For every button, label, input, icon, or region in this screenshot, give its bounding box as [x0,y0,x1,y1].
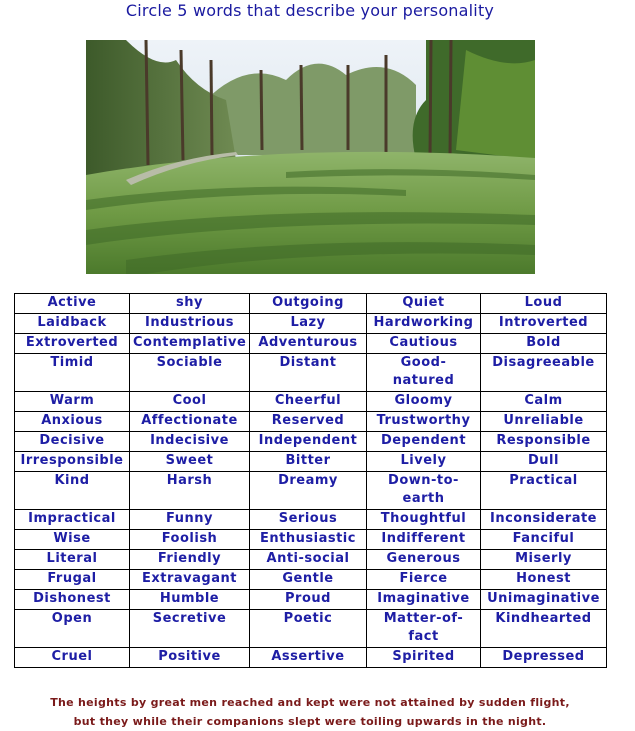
table-row [15,452,607,472]
table-row [15,294,607,314]
word-cell[interactable]: Adventurous [250,334,367,354]
word-cell[interactable]: Dreamy [250,472,367,510]
word-cell[interactable]: Matter-of-fact [367,610,481,648]
word-cell[interactable]: Proud [250,590,367,610]
word-cell[interactable]: Responsible [481,432,607,452]
word-cell[interactable]: Industrious [130,314,250,334]
word-cell[interactable]: Lazy [250,314,367,334]
quote-line-1: The heights by great men reached and kept were not attained by sudden flight, [50,696,570,709]
table-row [15,334,607,354]
word-cell[interactable]: Gentle [250,570,367,590]
table-row [15,354,607,392]
word-cell[interactable]: Friendly [130,550,250,570]
word-cell[interactable]: Spirited [367,648,481,668]
word-cell[interactable]: Good-natured [367,354,481,392]
word-cell[interactable]: Literal [15,550,130,570]
word-cell[interactable]: Lively [367,452,481,472]
table-row [15,432,607,452]
word-cell[interactable]: Fanciful [481,530,607,550]
word-cell[interactable]: Loud [481,294,607,314]
word-cell[interactable]: Kind [15,472,130,510]
table-row [15,550,607,570]
word-cell[interactable]: Foolish [130,530,250,550]
word-cell[interactable]: Quiet [367,294,481,314]
word-cell[interactable]: Introverted [481,314,607,334]
word-cell[interactable]: Warm [15,392,130,412]
word-cell[interactable]: Bitter [250,452,367,472]
word-cell[interactable]: Anti-social [250,550,367,570]
golf-course-photo [86,40,535,274]
table-row [15,314,607,334]
word-cell[interactable]: Disagreeable [481,354,607,392]
word-cell[interactable]: Outgoing [250,294,367,314]
word-cell[interactable]: Decisive [15,432,130,452]
word-cell[interactable]: shy [130,294,250,314]
word-cell[interactable]: Wise [15,530,130,550]
word-cell[interactable]: Cool [130,392,250,412]
word-cell[interactable]: Thoughtful [367,510,481,530]
word-cell[interactable]: Dull [481,452,607,472]
word-cell[interactable]: Indifferent [367,530,481,550]
word-cell[interactable]: Unimaginative [481,590,607,610]
word-cell[interactable]: Humble [130,590,250,610]
word-cell[interactable]: Laidback [15,314,130,334]
word-cell[interactable]: Cheerful [250,392,367,412]
word-cell[interactable]: Down-to-earth [367,472,481,510]
word-cell[interactable]: Extravagant [130,570,250,590]
word-cell[interactable]: Independent [250,432,367,452]
table-row [15,648,607,668]
table-row [15,530,607,550]
word-cell[interactable]: Enthusiastic [250,530,367,550]
word-cell[interactable]: Reserved [250,412,367,432]
word-cell[interactable]: Frugal [15,570,130,590]
word-cell[interactable]: Indecisive [130,432,250,452]
word-cell[interactable]: Imaginative [367,590,481,610]
word-cell[interactable]: Impractical [15,510,130,530]
word-cell[interactable]: Timid [15,354,130,392]
word-cell[interactable]: Bold [481,334,607,354]
word-cell[interactable]: Sociable [130,354,250,392]
table-row [15,472,607,510]
word-cell[interactable]: Serious [250,510,367,530]
word-cell[interactable]: Kindhearted [481,610,607,648]
word-cell[interactable]: Dishonest [15,590,130,610]
word-cell[interactable]: Contemplative [130,334,250,354]
table-row [15,510,607,530]
table-row [15,590,607,610]
word-cell[interactable]: Extroverted [15,334,130,354]
quote-line-2: but they while their companions slept were toiling upwards in the night. [73,715,547,728]
word-cell[interactable]: Sweet [130,452,250,472]
table-row [15,570,607,590]
table-row [15,610,607,648]
word-cell[interactable]: Calm [481,392,607,412]
word-cell[interactable]: Open [15,610,130,648]
page-title: Circle 5 words that describe your personality [125,1,495,20]
word-cell[interactable]: Dependent [367,432,481,452]
word-cell[interactable]: Hardworking [367,314,481,334]
word-cell[interactable]: Irresponsible [15,452,130,472]
word-cell[interactable]: Distant [250,354,367,392]
word-cell[interactable]: Honest [481,570,607,590]
word-cell[interactable]: Anxious [15,412,130,432]
word-cell[interactable]: Unreliable [481,412,607,432]
table-row [15,392,607,412]
word-cell[interactable]: Trustworthy [367,412,481,432]
word-cell[interactable]: Affectionate [130,412,250,432]
word-cell[interactable]: Harsh [130,472,250,510]
word-cell[interactable]: Positive [130,648,250,668]
table-row [15,412,607,432]
word-cell[interactable]: Miserly [481,550,607,570]
word-cell[interactable]: Secretive [130,610,250,648]
word-cell[interactable]: Generous [367,550,481,570]
word-cell[interactable]: Practical [481,472,607,510]
word-cell[interactable]: Funny [130,510,250,530]
word-cell[interactable]: Assertive [250,648,367,668]
word-cell[interactable]: Active [15,294,130,314]
word-cell[interactable]: Gloomy [367,392,481,412]
word-cell[interactable]: Poetic [250,610,367,648]
personality-words-table [14,293,607,668]
word-cell[interactable]: Depressed [481,648,607,668]
word-cell[interactable]: Fierce [367,570,481,590]
word-cell[interactable]: Inconsiderate [481,510,607,530]
word-cell[interactable]: Cruel [15,648,130,668]
word-cell[interactable]: Cautious [367,334,481,354]
